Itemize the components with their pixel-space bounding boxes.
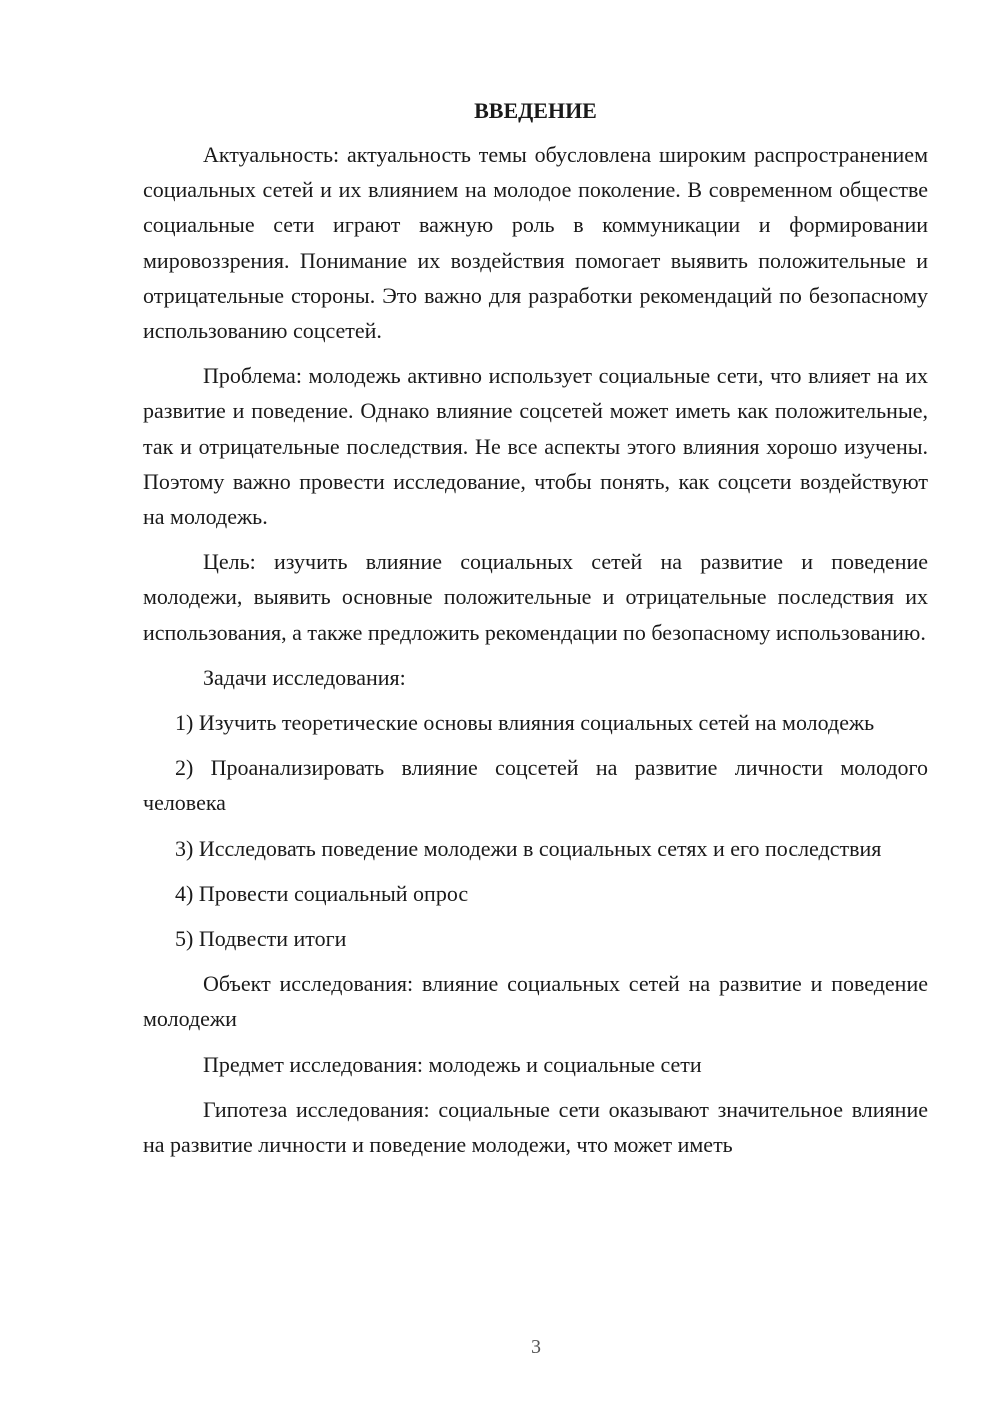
object-paragraph: Объект исследования: влияние социальных сетей на развитие и поведение молодежи	[143, 971, 928, 1032]
hypothesis-paragraph: Гипотеза исследования: социальные сети оказывают значительное влияние на развитие личности и поведение молодежи, что может иметь	[143, 1096, 928, 1158]
task-item: 3) Исследовать поведение молодежи в социальных сетях и его последствия	[175, 835, 882, 861]
task-item: 1) Изучить теоретические основы влияния социальных сетей на молодежь	[175, 710, 875, 736]
task-item: 5) Подвести итоги	[175, 926, 347, 952]
task-item: 2) Проанализировать влияние соцсетей на развитие личности молодого человека	[143, 755, 928, 816]
page-number: 3	[531, 1336, 541, 1358]
relevance-paragraph: Актуальность: актуальность темы обусловлена широким распространением социальных сетей и их влиянием на молодое поколение. В современном обществе социальные сети играют важную роль в коммуникации и формировании мировоззрения. Понимание их воздействия помогает выявить положительные и отрицательные стороны. Это важно для разработки рекомендаций по безопасному использованию соцсетей.	[143, 142, 928, 344]
section-title: ВВЕДЕНИЕ	[474, 98, 597, 123]
tasks-heading: Задачи исследования:	[203, 664, 406, 690]
problem-paragraph: Проблема: молодежь активно использует социальные сети, что влияет на их развитие и поведение. Однако влияние соцсетей может иметь как положительные, так и отрицательные последствия. Не все аспекты этого влияния хорошо изучены. Поэтому важно провести исследование, чтобы понять, как соцсети воздействуют на молодежь.	[143, 363, 928, 530]
subject-paragraph: Предмет исследования: молодежь и социальные сети	[203, 1051, 702, 1077]
page-content	[143, 95, 928, 1162]
task-item: 4) Провести социальный опрос	[175, 880, 469, 906]
goal-paragraph: Цель: изучить влияние социальных сетей на развитие и поведение молодежи, выявить основные положительные и отрицательные последствия их использования, а также предложить рекомендации по безопасному использованию.	[143, 549, 928, 645]
